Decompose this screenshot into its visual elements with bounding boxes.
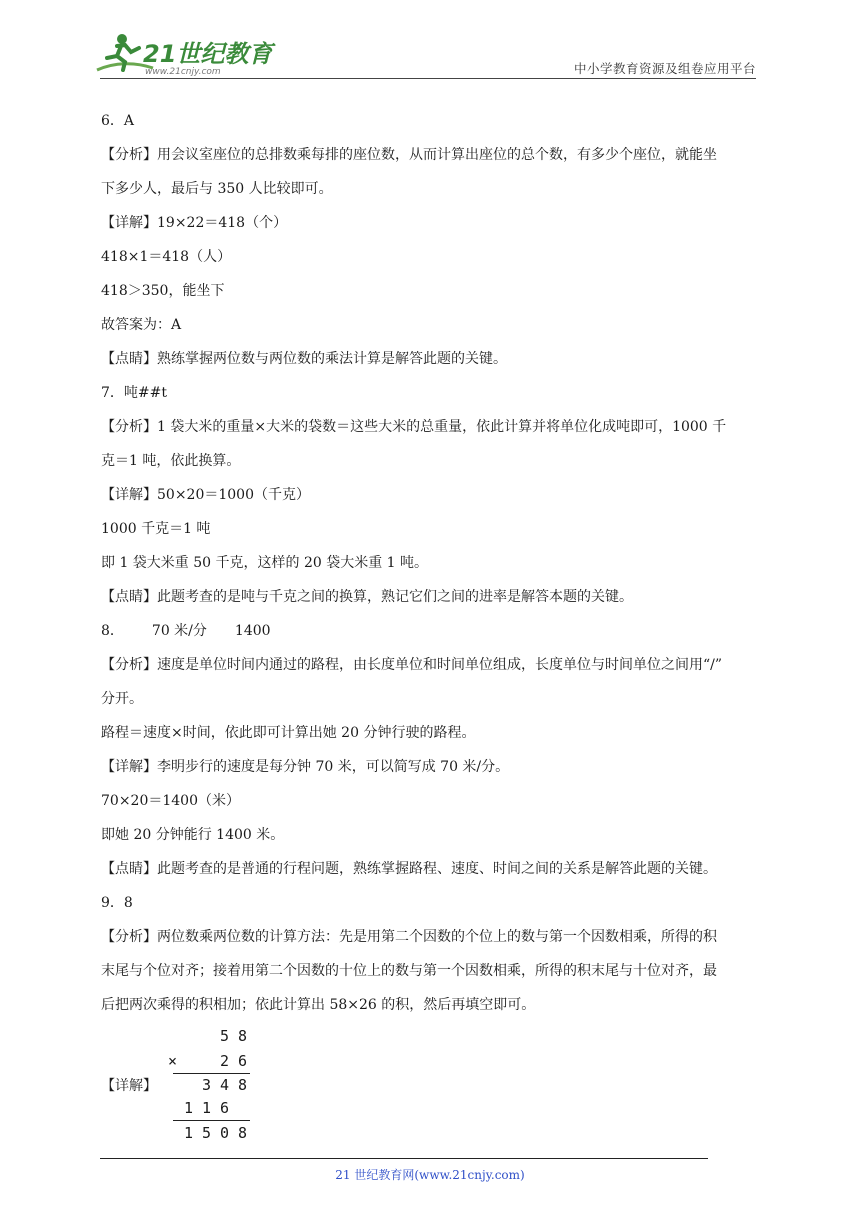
q6-analysis-line1: 【分析】用会议室座位的总排数乘每排的座位数，从而计算出座位的总个数，有多少个座位，就能坐 — [101, 147, 717, 163]
q7-analysis-line2: 克＝1 吨，依此换算。 — [101, 453, 241, 469]
q8-detail-line2: 70×20＝1400（米） — [101, 793, 240, 809]
q8-analysis-line2: 分开。 — [101, 691, 143, 707]
q9-answer: 9．8 — [101, 895, 133, 911]
q7-detail-line3: 即 1 袋大米重 50 千克，这样的 20 袋大米重 1 吨。 — [101, 555, 429, 571]
calc-digit: 0 — [219, 1124, 230, 1142]
logo-url: www.21cnjy.com — [145, 67, 221, 77]
q7-detail-line1: 【详解】50×20＝1000（千克） — [101, 487, 310, 503]
calc-row-partial-2 — [165, 1099, 255, 1119]
q8-answer — [101, 614, 761, 648]
calc-digit: 8 — [237, 1027, 248, 1045]
calc-rule-2 — [173, 1120, 250, 1121]
calc-digit: 1 — [183, 1099, 194, 1117]
q6-detail-line2: 418×1＝418（人） — [101, 249, 232, 265]
q9-analysis-line2: 末尾与个位对齐；接着用第二个因数的十位上的数与第一个因数相乘，所得的积末尾与十位对齐，最 — [101, 963, 717, 979]
footer-site-text: 21 世纪教育网(www.21cnjy.com) — [335, 1168, 525, 1182]
calc-times-sign: × — [167, 1052, 178, 1070]
q8-detail-line3: 即她 20 分钟能行 1400 米。 — [101, 827, 285, 843]
logo-title: 21世纪教育 — [143, 40, 273, 68]
q8-comment: 【点睛】此题考查的是普通的行程问题，熟练掌握路程、速度、时间之间的关系是解答此题的关键。 — [101, 861, 717, 877]
q7-analysis-line1: 【分析】1 袋大米的重量×大米的袋数＝这些大米的总重量，依此计算并将单位化成吨即可，1000 千 — [101, 419, 727, 435]
q9-analysis-line1: 【分析】两位数乘两位数的计算方法：先是用第二个因数的个位上的数与第一个因数相乘，所得的积 — [101, 929, 717, 945]
calc-row-multiplier — [165, 1052, 255, 1072]
page-content — [101, 104, 761, 1164]
q8-answer-2: 1400 — [234, 623, 271, 639]
calc-digit: 1 — [183, 1124, 194, 1142]
logo — [95, 32, 273, 78]
q6-comment: 【点睛】熟练掌握两位数与两位数的乘法计算是解答此题的关键。 — [101, 351, 507, 367]
calc-digit: 6 — [219, 1099, 230, 1117]
calc-digit: 1 — [201, 1099, 212, 1117]
calc-digit: 4 — [219, 1076, 230, 1094]
calc-digit: 5 — [201, 1124, 212, 1142]
page-header — [0, 0, 860, 90]
q6-analysis-line2: 下多少人，最后与 350 人比较即可。 — [101, 181, 333, 197]
header-divider — [100, 78, 756, 79]
q8-number: 8． — [101, 623, 124, 639]
q6-detail-line3: 418＞350，能坐下 — [101, 283, 225, 299]
q8-analysis-line1: 【分析】速度是单位时间内通过的路程，由长度单位和时间单位组成，长度单位与时间单位之间用“/” — [101, 657, 723, 673]
q6-conclusion: 故答案为：A — [101, 317, 182, 333]
calc-digit: 3 — [201, 1076, 212, 1094]
q7-detail-line2: 1000 千克＝1 吨 — [101, 521, 211, 537]
calc-label: 【详解】 — [101, 1078, 157, 1094]
q7-answer: 7．吨##t — [101, 385, 167, 401]
q6-answer: 6．A — [101, 113, 135, 129]
calc-digit: 8 — [237, 1076, 248, 1094]
calc-digit: 2 — [219, 1052, 230, 1070]
q9-analysis-line3: 后把两次乘得的积相加；依此计算出 58×26 的积，然后再填空即可。 — [101, 997, 536, 1013]
vertical-multiplication — [101, 1024, 761, 1164]
calc-row-multiplicand — [165, 1027, 255, 1047]
calc-digit: 5 — [219, 1027, 230, 1045]
header-platform-text: 中小学教育资源及组卷应用平台 — [573, 61, 756, 76]
calc-row-product — [165, 1124, 255, 1144]
calc-row-partial-1 — [165, 1076, 255, 1096]
footer-divider — [100, 1158, 708, 1159]
calc-digit: 8 — [237, 1124, 248, 1142]
calc-digit: 6 — [237, 1052, 248, 1070]
q7-comment: 【点睛】此题考查的是吨与千克之间的换算，熟记它们之间的进率是解答本题的关键。 — [101, 589, 633, 605]
calc-rule-1 — [173, 1073, 250, 1074]
runner-logo-icon — [95, 32, 273, 78]
q8-answer-1: 70 米/分 — [151, 623, 207, 639]
q8-detail-line1: 【详解】李明步行的速度是每分钟 70 米，可以简写成 70 米/分。 — [101, 759, 510, 775]
q6-detail-line1: 【详解】19×22＝418（个） — [101, 215, 288, 231]
q8-analysis-line3: 路程＝速度×时间，依此即可计算出她 20 分钟行驶的路程。 — [101, 725, 476, 741]
